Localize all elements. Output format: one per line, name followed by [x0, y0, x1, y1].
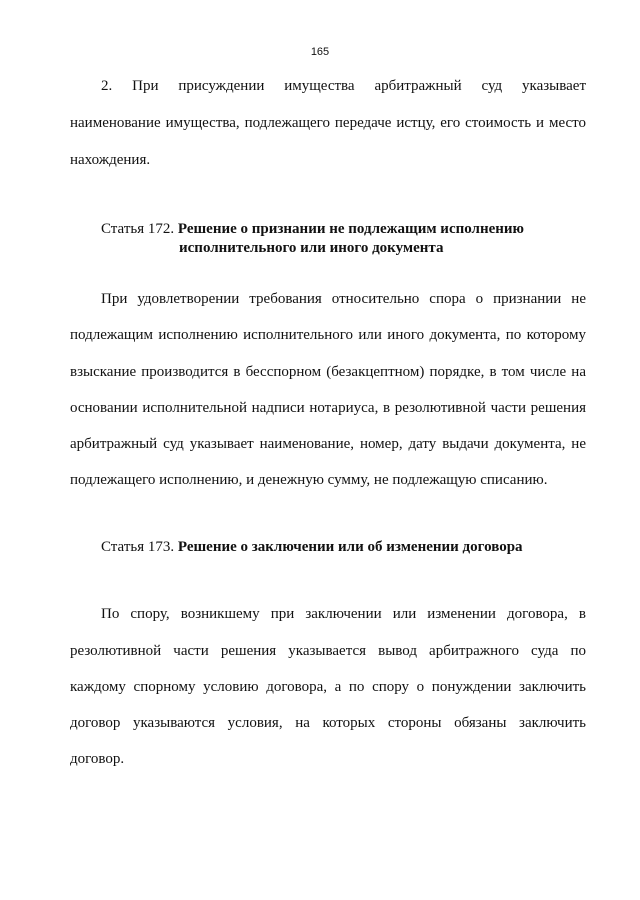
article-172-title-line-2: исполнительного или иного документа — [179, 240, 444, 256]
article-172-line-1: При удовлетворении требования относительно спора о признании не — [101, 291, 586, 307]
article-173-line-2: резолютивной части решения указывается вывод арбитражного суда по — [70, 643, 586, 659]
paragraph-1-line-3: нахождения. — [70, 152, 151, 168]
page-number: 165 — [310, 46, 330, 58]
article-173-line-3: каждому спорному условию договора, а по спору о понуждении заключить — [70, 679, 586, 695]
paragraph-1-line-1: 2. При присуждении имущества арбитражный суд указывает — [101, 78, 586, 94]
article-172-line-6: подлежащего исполнению, и денежную сумму, не подлежащую списанию. — [70, 472, 548, 488]
article-172-title-line-1: Решение о признании не подлежащим исполнению — [177, 221, 525, 237]
article-172-line-3: взыскание производится в бесспорном (безакцептном) порядке, в том числе на — [70, 364, 586, 380]
article-173-line-5: договор. — [70, 751, 125, 767]
article-172-line-5: арбитражный суд указывает наименование, номер, дату выдачи документа, не — [70, 436, 586, 452]
article-172-prefix: Статья 172. — [101, 221, 175, 237]
article-173-line-1: По спору, возникшему при заключении или изменении договора, в — [101, 606, 586, 622]
article-172-heading — [101, 219, 524, 239]
article-173-heading — [101, 537, 523, 557]
article-173-prefix: Статья 173. — [101, 539, 175, 555]
article-173-title: Решение о заключении или об изменении договора — [177, 539, 523, 555]
article-173-line-4: договор указываются условия, на которых стороны обязаны заключить — [70, 715, 586, 731]
article-172-line-4: основании исполнительной надписи нотариуса, в резолютивной части решения — [70, 400, 586, 416]
paragraph-1-line-2: наименование имущества, подлежащего передаче истцу, его стоимость и место — [70, 115, 586, 131]
article-172-line-2: подлежащим исполнению исполнительного или иного документа, по которому — [70, 327, 586, 343]
